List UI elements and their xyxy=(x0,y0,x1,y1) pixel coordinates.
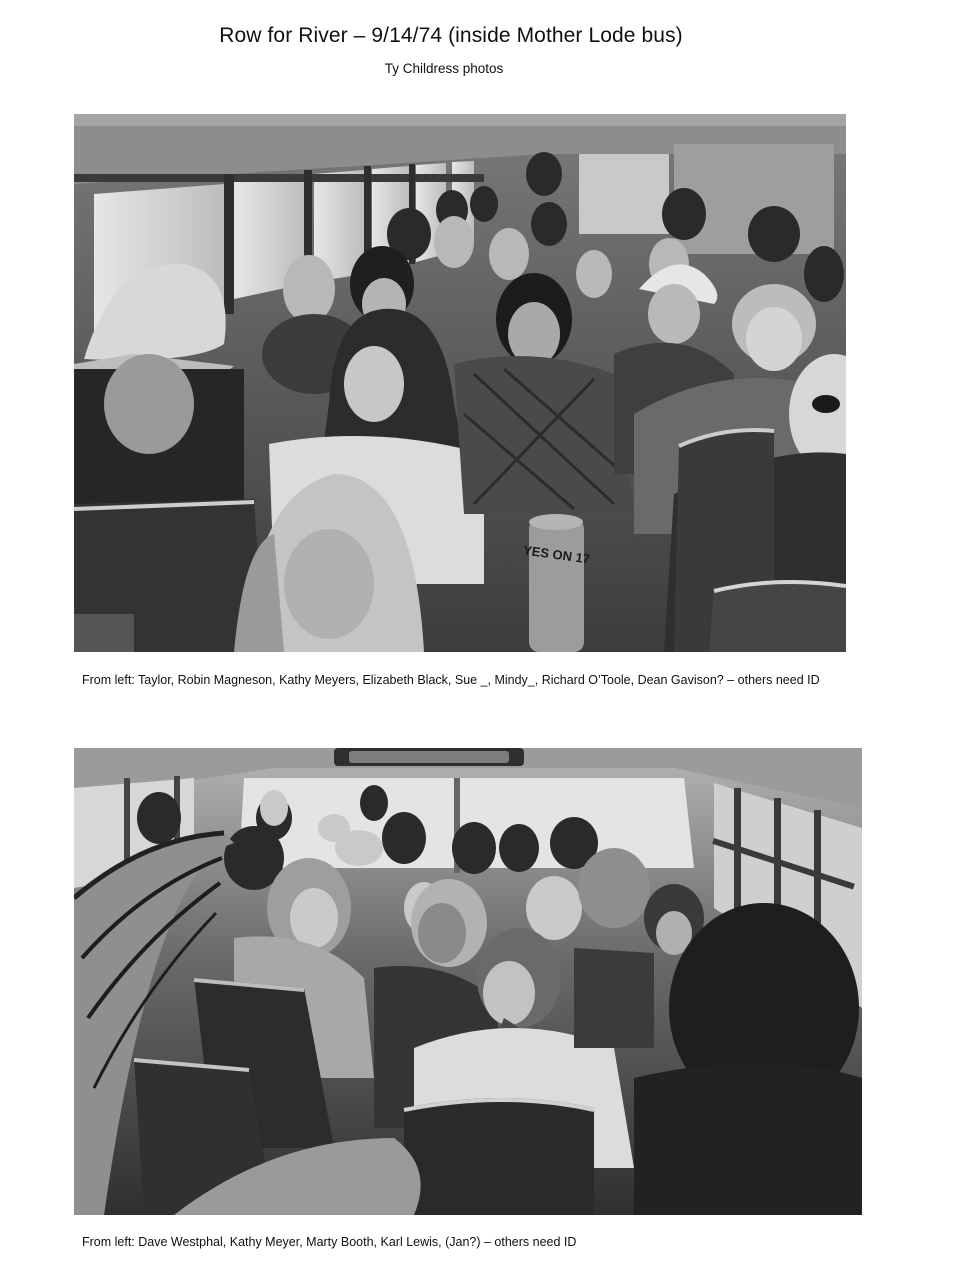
photo-2-caption: From left: Dave Westphal, Kathy Meyer, Marty Booth, Karl Lewis, (Jan?) – others need ID xyxy=(82,1235,577,1249)
bus-interior-photo-1 xyxy=(74,114,846,652)
tube-lettering: YES ON 17 xyxy=(522,542,591,567)
page-title: Row for River – 9/14/74 (inside Mother Lode bus) xyxy=(219,24,683,47)
bus-interior-photo-2 xyxy=(74,748,862,1215)
bus-interior-photo-2-image xyxy=(74,748,862,1215)
photo-credit: Ty Childress photos xyxy=(384,61,504,76)
photo-1-caption: From left: Taylor, Robin Magneson, Kathy Meyers, Elizabeth Black, Sue _, Mindy_, Richard O’Toole, Dean Gavison? – others need ID xyxy=(82,673,820,687)
bus-interior-photo-1-image xyxy=(74,114,846,652)
